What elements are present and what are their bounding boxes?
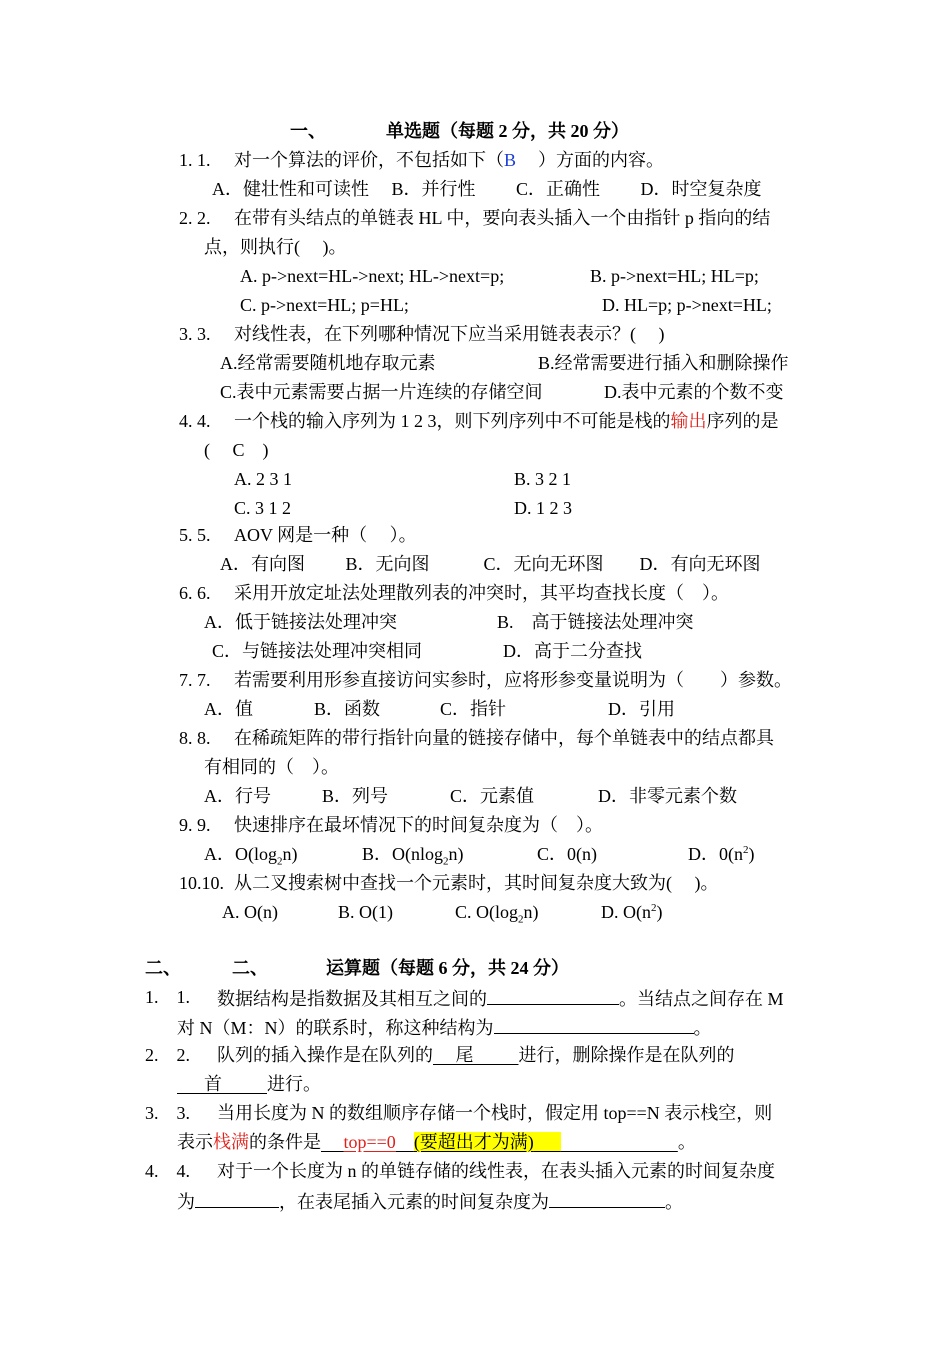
question-8-number: 8. 8. xyxy=(179,728,211,748)
question-8-stem-line1: 在稀疏矩阵的带行指针向量的链接存储中，每个单链表中的结点都具 xyxy=(234,728,774,748)
question-1-stem: 对一个算法的评价，不包括如下（B ）方面的内容。 xyxy=(234,150,665,170)
question-2-option-b: B. p->next=HL; HL=p; xyxy=(590,266,759,286)
section2-number: 二、 xyxy=(145,958,181,978)
question-7-option-c: C．指针 xyxy=(440,699,507,719)
question-1-number: 1. 1. xyxy=(179,150,211,170)
problem-4-line2: 为 ，在表尾插入元素的时间复杂度为 。 xyxy=(177,1188,683,1214)
problem-4-line1: 对于一个长度为 n 的单链存储的线性表，在表头插入元素的时间复杂度 xyxy=(217,1161,775,1181)
question-4-number: 4. 4. xyxy=(179,411,211,431)
question-5-options: A．有向图 B．无向图 C．无向无环图 D．有向无环图 xyxy=(220,554,761,574)
blank xyxy=(494,1014,694,1034)
question-8-option-a: A．行号 xyxy=(204,786,271,806)
question-2-option-a: A. p->next=HL->next; HL->next=p; xyxy=(240,266,505,286)
question-7-number: 7. 7. xyxy=(179,670,211,690)
problem-2-answer-front: 首 xyxy=(204,1074,222,1094)
question-5-stem: AOV 网是一种（ ）。 xyxy=(234,525,417,545)
question-7-option-b: B．函数 xyxy=(314,699,381,719)
question-3-option-b: B.经常需要进行插入和删除操作 xyxy=(538,353,789,373)
question-4-option-a: A. 2 3 1 xyxy=(234,469,292,489)
question-10-option-a: A. O(n) xyxy=(222,902,278,922)
problem-1-line2: 对 N（M：N）的联系时，称这种结构为 。 xyxy=(177,1014,712,1040)
section2-title: 运算题（每题 6 分，共 24 分） xyxy=(326,958,569,978)
problem-2-answer-rear: 尾 xyxy=(455,1045,474,1065)
question-9-option-c: C．0(n) xyxy=(537,844,597,864)
question-6-stem: 采用开放定址法处理散列表的冲突时，其平均查找长度（ ）。 xyxy=(234,583,729,603)
problem-3-highlight-word: 栈满 xyxy=(213,1132,249,1152)
question-3-option-c: C.表中元素需要占据一片连续的存储空间 xyxy=(220,382,543,402)
problem-3-line2: 表示栈满的条件是 top==0 (要超出才为满) 。 xyxy=(177,1132,696,1152)
question-4-answer: ( C ) xyxy=(204,440,269,460)
question-2-stem-line2: 点，则执行( )。 xyxy=(204,237,347,257)
question-4-highlight-word: 输出 xyxy=(670,411,707,431)
question-4-option-b: B. 3 2 1 xyxy=(514,469,572,489)
problem-4-number: 4. 4. xyxy=(145,1161,190,1181)
question-8-stem-line2: 有相同的（ ）。 xyxy=(204,757,339,777)
question-7-stem: 若需要利用形参直接访问实参时，应将形参变量说明为（ ）参数。 xyxy=(234,670,792,690)
question-4-option-d: D. 1 2 3 xyxy=(514,498,572,518)
section2-subnumber: 二、 xyxy=(232,958,268,978)
question-10-stem: 从二叉搜索树中查找一个元素时，其时间复杂度大致为( )。 xyxy=(234,873,719,893)
question-9-number: 9. 9. xyxy=(179,815,211,835)
question-10-option-d: D. $O(n^2)$ xyxy=(601,902,663,922)
problem-2-line1: 队列的插入操作是在队列的 尾 进行，删除操作是在队列的 xyxy=(217,1045,735,1065)
blank xyxy=(487,985,619,1005)
question-10-number: 10.10. xyxy=(179,873,224,893)
question-9-option-a: A．$O(\log_2n)$ xyxy=(204,844,298,868)
problem-3-answer: top==0 xyxy=(343,1132,396,1152)
question-7-option-d: D．引用 xyxy=(608,699,675,719)
question-4-stem: 一个栈的输入序列为 1 2 3，则下列序列中不可能是栈的输出序列的是 xyxy=(234,411,779,431)
question-3-option-d: D.表中元素的个数不变 xyxy=(604,382,784,402)
question-10-option-c: C. $O(\log_2n)$ xyxy=(455,902,539,926)
question-2-option-d: D. HL=p; p->next=HL; xyxy=(602,295,772,315)
problem-2-number: 2. 2. xyxy=(145,1045,190,1065)
question-6-option-c: C．与链接法处理冲突相同 xyxy=(212,641,423,661)
problem-2-line2: 首 进行。 xyxy=(177,1072,321,1096)
question-6-option-b: B. 高于链接法处理冲突 xyxy=(497,612,694,632)
question-2-number: 2. 2. xyxy=(179,208,211,228)
question-3-stem: 对线性表，在下列哪种情况下应当采用链表表示？( ) xyxy=(234,324,665,344)
question-4-option-c: C. 3 1 2 xyxy=(234,498,292,518)
question-6-option-d: D．高于二分查找 xyxy=(503,641,642,661)
question-8-option-d: D．非零元素个数 xyxy=(598,786,737,806)
question-8-option-b: B．列号 xyxy=(322,786,389,806)
section1-number: 一、 xyxy=(290,121,326,141)
problem-3-line1: 当用长度为 N 的数组顺序存储一个栈时，假定用 top==N 表示栈空，则 xyxy=(217,1103,773,1123)
problem-1-line1: 数据结构是指数据及其相互之间的 。当结点之间存在 M xyxy=(217,985,784,1011)
question-9-option-b: B．O(nlog$_2$n) xyxy=(362,844,464,868)
question-9-option-d: D．$0(n^2)$ xyxy=(688,844,755,864)
question-6-number: 6. 6. xyxy=(179,583,211,603)
question-3-option-a: A.经常需要随机地存取元素 xyxy=(220,353,436,373)
question-5-number: 5. 5. xyxy=(179,525,211,545)
question-2-stem-line1: 在带有头结点的单链表 HL 中，要向表头插入一个由指针 p 指向的结 xyxy=(234,208,771,228)
problem-1-number: 1. 1. xyxy=(145,987,190,1007)
question-3-number: 3. 3. xyxy=(179,324,211,344)
problem-3-number: 3. 3. xyxy=(145,1103,190,1123)
blank xyxy=(549,1188,665,1208)
question-1-answer: B xyxy=(504,150,517,170)
question-10-option-b: B. O(1) xyxy=(338,902,393,922)
section1-title: 单选题（每题 2 分，共 20 分） xyxy=(386,121,629,141)
question-9-stem: 快速排序在最坏情况下的时间复杂度为（ ）。 xyxy=(234,815,603,835)
question-6-option-a: A．低于链接法处理冲突 xyxy=(204,612,397,632)
question-7-option-a: A．值 xyxy=(204,699,253,719)
question-2-option-c: C. p->next=HL; p=HL; xyxy=(240,295,409,315)
question-1-options: A．健壮性和可读性 B．并行性 C．正确性 D．时空复杂度 xyxy=(212,179,762,199)
question-8-option-c: C．元素值 xyxy=(450,786,535,806)
blank xyxy=(195,1188,279,1208)
problem-3-note: (要超出才为满) xyxy=(413,1132,534,1152)
